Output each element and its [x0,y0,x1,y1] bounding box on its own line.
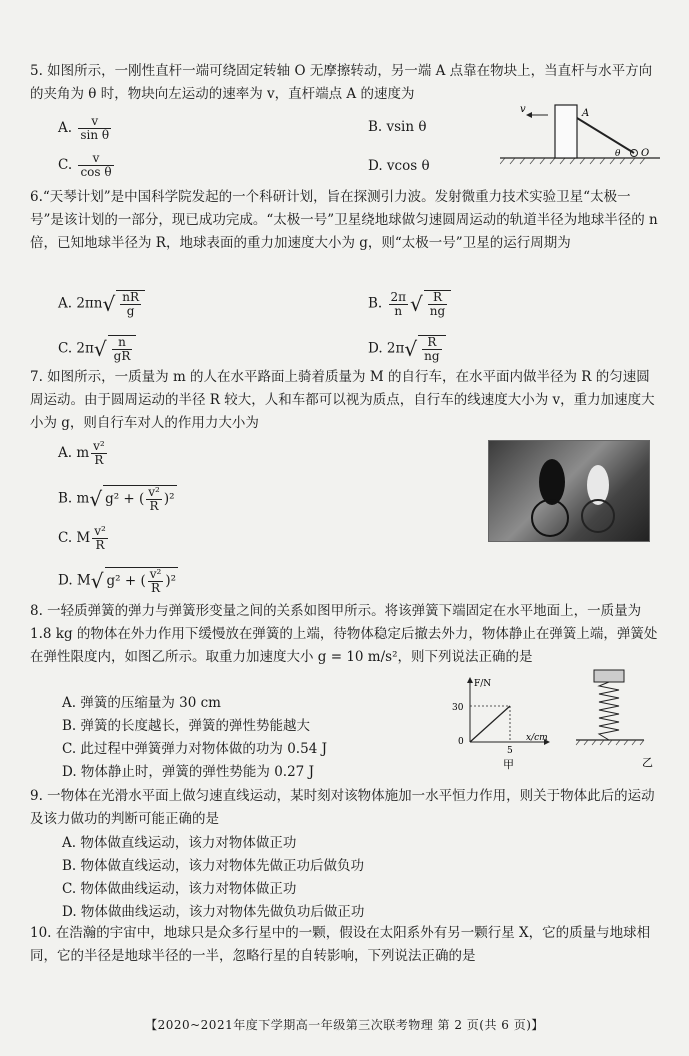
q8-option-d: D. 物体静止时，弹簧的弹性势能为 0.27 J [62,764,314,780]
rod [577,118,634,153]
q7-option-a: A. m $\frac{\text{v²}}{R}$ [58,439,105,467]
label-yi: 乙 [642,756,653,769]
label-theta: θ [615,149,621,159]
q8-option-c: C. 此过程中弹簧弹力对物体做的功为 0.54 J [62,741,327,757]
axis-label-x: x/cm [526,733,548,743]
question-6-stem: 6.“天琴计划”是中国科学院发起的一个科研计划，旨在探测引力波。发射微重力技术实验卫星“太极一号”是该计划的一部分，现已成功完成。“太极一号”卫星绕地球做匀速圆周运动的轨道半径为地球半径的 n 倍，已知地球半径为 R，地球表面的重力加速度大小为 g，则“太极一号”卫星的运行周期为 [30,189,658,251]
tick-30: 30 [452,703,464,713]
q9-option-a: A. 物体做直线运动，该力对物体做正功 [62,835,297,851]
page-footer: 【2020~2021年度下学期高一年级第三次联考物理 第 2 页(共 6 页)】 [145,1018,544,1032]
tick-5: 5 [507,746,513,756]
block [555,105,577,158]
q7-option-b: B. m√ g² + ( $\frac{\text{v²}}{R}$ )² [58,485,175,513]
q6-option-a: A. 2πn√ $\frac{nR}{g}$ [58,290,145,318]
question-10-stem: 10. 在浩瀚的宇宙中，地球只是众多行星中的一颗，假设在太阳系外有另一颗行星 X，它的质量与地球相同，它的半径是地球半径的一半，忽略行星的自转影响，下列说法正确的是 [30,925,651,964]
velocity-arrow [526,112,532,118]
question-7-stem: 7. 如图所示，一质量为 m 的人在水平路面上骑着质量为 M 的自行车，在水平面内做半径为 R 的匀速圆周运动。由于圆周运动的半径 R 较大，人和车都可以视为质点，自行车的线速度大小为 v，重力加速度大小为 g，则自行车对人的作用力大小为 [30,369,655,431]
label-a: A [582,108,590,119]
q7-option-d: D. M√ g² + ( $\frac{\text{v²}}{R}$ )² [58,567,176,595]
q6-option-c: C. 2π√ $\frac{n}{gR}$ [58,335,136,363]
q5-option-a: A. $\frac{v}{\text{sin θ}}$ [58,114,110,142]
q8-figure-yi [572,668,672,770]
question-8-stem: 8. 一轻质弹簧的弹力与弹簧形变量之间的关系如图甲所示。将该弹簧下端固定在水平地面上，一质量为 1.8 kg 的物体在外力作用下缓慢放在弹簧的上端，待物体稳定后撤去外力，物体静止在弹簧上端，弹簧处在弹性限度内，如图乙所示。取重力加速度大小 g = 10 m/s²，则下列说法正确的是 [30,603,658,665]
label-v: v [520,104,526,115]
mass-block [594,670,624,682]
question-9-stem: 9. 一物体在光滑水平面上做匀速直线运动，某时刻对该物体施加一水平恒力作用，则关于物体此后的运动及该力做功的判断可能正确的是 [30,788,655,827]
label-o: O [641,148,650,159]
q5-option-b: B. vsin θ [368,119,427,135]
q9-option-d: D. 物体做曲线运动，该力对物体先做负功后做正功 [62,904,365,920]
q8-option-a: A. 弹簧的压缩量为 30 cm [62,695,221,711]
q7-option-c: C. M $\frac{\text{v²}}{R}$ [58,524,106,552]
spring [599,682,619,740]
q9-option-c: C. 物体做曲线运动，该力对物体做正功 [62,881,297,897]
q6-option-b: B. $\frac{2\pi}{n}$ √ $\frac{R}{ng}$ [368,290,451,318]
q9-option-b: B. 物体做直线运动，该力对物体先做正功后做负功 [62,858,365,874]
q5-option-c: C. $\frac{v}{\text{cos θ}}$ [58,151,112,179]
q8-graph-jia [448,672,558,772]
axis-label-f: F/N [474,679,492,689]
q8-option-b: B. 弹簧的长度越长，弹簧的弹性势能越大 [62,718,311,734]
force-line [470,706,510,742]
q5-figure [500,100,670,170]
q6-option-d: D. 2π√ $\frac{R}{ng}$ [368,335,446,363]
question-5-stem: 5. 如图所示，一刚性直杆一端可绕固定转轴 O 无摩擦转动，另一端 A 点靠在物块上，当直杆与水平方向的夹角为 θ 时，物块向左运动的速率为 v，直杆端点 A 的速度为 [30,63,653,102]
q5-option-d: D. vcos θ [368,158,430,174]
label-jia: 甲 [503,758,514,771]
cyclists-photo [488,440,650,542]
tick-0: 0 [458,737,464,747]
